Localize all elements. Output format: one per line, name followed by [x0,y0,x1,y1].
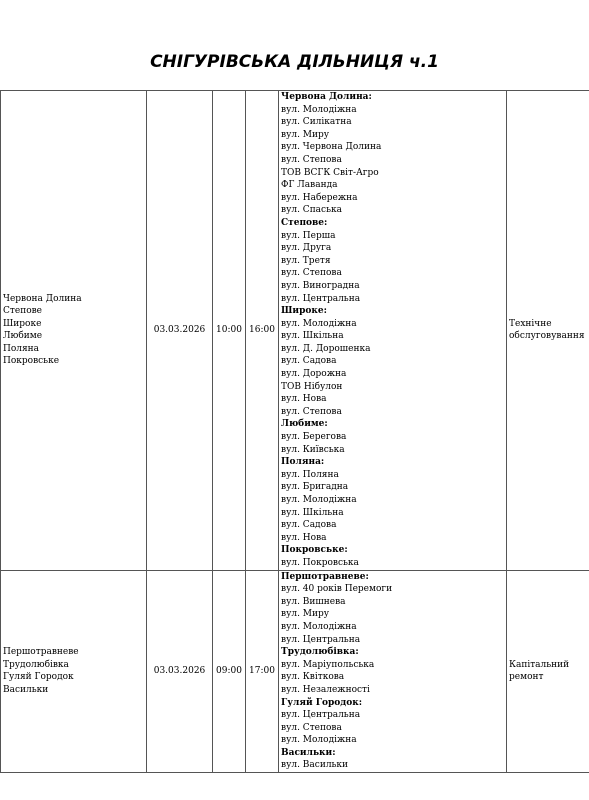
settlement-heading: Степове: [281,217,328,228]
street-item: вул. Друга [281,243,332,254]
settlement-heading: Першотравневе: [281,571,369,582]
street-item: вул. Степова [281,154,342,165]
street-item: вул. Миру [281,129,330,140]
street-item: вул. Дорожна [281,369,347,380]
street-item: вул. Васильки [281,760,349,771]
outage-schedule-table [0,90,589,773]
street-item: вул. Червона Долина [281,142,382,153]
street-item: вул. Незалежності [281,684,370,695]
street-item: вул. Нова [281,394,327,405]
street-item: вул. Виноградна [281,280,360,291]
street-item: вул. Перша [281,230,336,241]
village-name: Степове [3,306,43,317]
villages-cell [1,570,147,773]
start-time-cell: 09:00 [213,570,246,773]
village-name: Васильки [3,684,49,695]
street-item: вул. Молодіжна [281,735,357,746]
street-item: вул. Центральна [281,710,361,721]
street-item: вул. Шкільна [281,331,344,342]
street-item: вул. Третя [281,255,331,266]
addresses-cell [279,570,507,773]
village-name: Любиме [3,331,43,342]
settlement-heading: Покровське: [281,545,348,556]
street-item: вул. Д. Дорошенка [281,343,371,354]
street-item: вул. Молодіжна [281,318,357,329]
table-body [1,91,589,773]
settlement-heading: Трудолюбівка: [281,647,359,658]
street-item: вул. Спаська [281,205,342,216]
street-item: вул. Вишнева [281,596,346,607]
street-item: вул. Степова [281,406,342,417]
work-type-cell: Капітальний ремонт [507,570,589,773]
village-name: Першотравневе [3,647,79,658]
village-name: Червона Долина [3,293,82,304]
street-item: вул. Покровська [281,557,359,568]
work-type-cell: Технічне обслуговування [507,91,589,571]
village-name: Широке [3,318,42,329]
street-item: ФГ Лаванда [281,180,338,191]
street-item: вул. Молодіжна [281,621,357,632]
end-time-cell: 17:00 [246,570,279,773]
street-item: вул. Миру [281,609,330,620]
street-item: вул. Берегова [281,432,347,443]
date-cell: 03.03.2026 [147,570,213,773]
street-item: вул. 40 років Перемоги [281,584,393,595]
table-row [1,91,589,571]
village-name: Гуляй Городок [3,672,74,683]
street-item: вул. Набережна [281,192,358,203]
street-item: вул. Квіткова [281,672,345,683]
settlement-heading: Широке: [281,306,327,317]
street-item: вул. Садова [281,356,337,367]
settlement-heading: Гуляй Городок: [281,697,363,708]
street-item: вул. Шкільна [281,507,344,518]
settlement-heading: Васильки: [281,747,336,758]
settlement-heading: Червона Долина: [281,92,372,102]
page-title: СНІГУРІВСЬКА ДІЛЬНИЦЯ ч.1 [150,52,439,72]
street-item: вул. Київська [281,444,345,455]
table-row [1,570,589,773]
street-item: вул. Молодіжна [281,104,357,115]
street-item: вул. Степова [281,268,342,279]
date-cell: 03.03.2026 [147,91,213,571]
street-item: вул. Нова [281,532,327,543]
settlement-heading: Любиме: [281,419,328,430]
village-name: Поляна [3,343,40,354]
village-name: Трудолюбівка [3,659,69,670]
street-item: вул. Маріупольська [281,659,375,670]
settlement-heading: Поляна: [281,457,325,468]
street-item: вул. Бригадна [281,482,349,493]
villages-cell [1,91,147,571]
street-item: вул. Степова [281,722,342,733]
village-name: Покровське [3,356,60,367]
addresses-cell [279,91,507,571]
street-item: вул. Садова [281,520,337,531]
street-item: вул. Силікатна [281,117,352,128]
street-item: вул. Поляна [281,469,339,480]
street-item: ТОВ Нібулон [281,381,343,392]
street-item: вул. Центральна [281,634,361,645]
end-time-cell: 16:00 [246,91,279,571]
street-item: ТОВ ВСГК Світ-Агро [281,167,379,178]
street-item: вул. Центральна [281,293,361,304]
start-time-cell: 10:00 [213,91,246,571]
street-item: вул. Молодіжна [281,495,357,505]
